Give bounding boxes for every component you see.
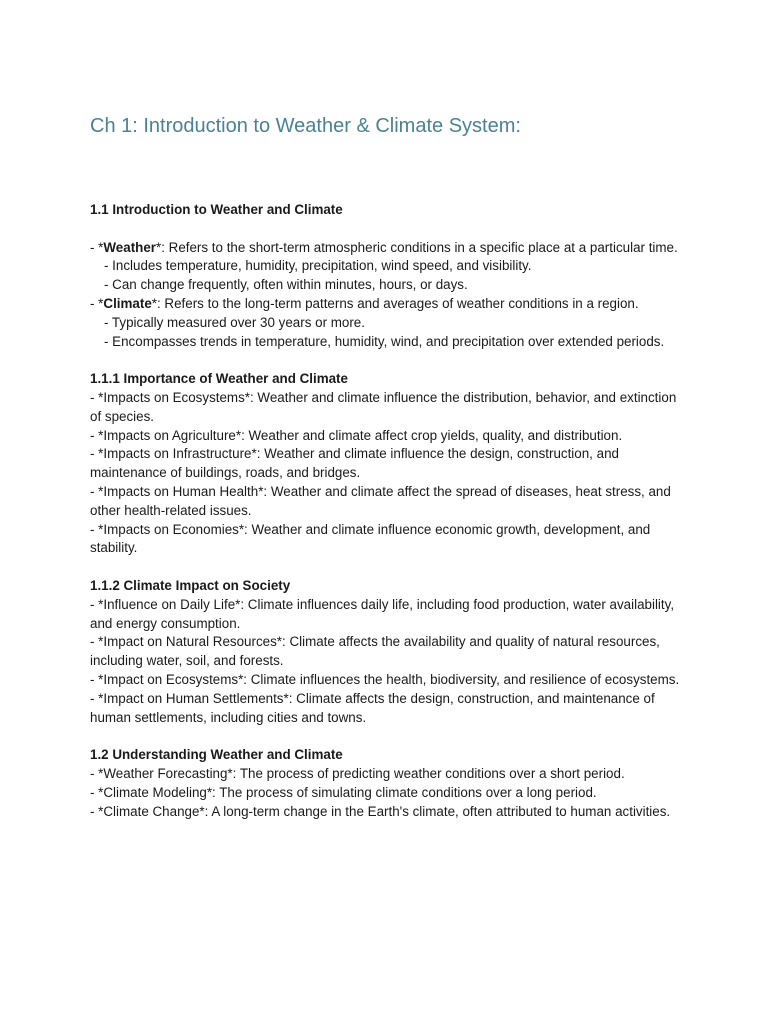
spacer xyxy=(90,727,690,746)
climate-definition-text: *: Refers to the long-term patterns and averages of weather conditions in a region. xyxy=(151,295,639,311)
weather-detail: - Includes temperature, humidity, precipitation, wind speed, and visibility. xyxy=(104,258,532,274)
section-heading-1-2: 1.2 Understanding Weather and Climate xyxy=(90,747,343,763)
document-body xyxy=(90,201,690,821)
climate-detail: - Encompasses trends in temperature, humidity, wind, and precipitation over extended periods. xyxy=(104,333,665,349)
climate-term: Climate xyxy=(103,295,152,311)
list-item: - *Influence on Daily Life*: Climate influences daily life, including food production, water availability, and energy consumption. xyxy=(90,596,675,631)
list-item: - *Weather Forecasting*: The process of predicting weather conditions over a short period. xyxy=(90,765,625,781)
section-heading-1-1: 1.1 Introduction to Weather and Climate xyxy=(90,202,343,217)
weather-term: Weather xyxy=(103,239,156,255)
weather-definition xyxy=(90,239,690,258)
chapter-title: Ch 1: Introduction to Weather & Climate System: xyxy=(90,115,521,137)
list-item: - *Impact on Human Settlements*: Climate affects the design, construction, and maintenance of human settlements, including cities and towns. xyxy=(90,690,655,725)
list-item: - *Impacts on Agriculture*: Weather and climate affect crop yields, quality, and distribution. xyxy=(90,427,623,443)
spacer xyxy=(90,220,690,239)
list-item: - *Climate Change*: A long-term change in the Earth's climate, often attributed to human activities. xyxy=(90,803,671,819)
climate-definition xyxy=(90,295,690,314)
section-heading-1-1-2: 1.1.2 Climate Impact on Society xyxy=(90,577,291,593)
section-heading-1-1-1: 1.1.1 Importance of Weather and Climate xyxy=(90,371,348,387)
list-item: - *Impacts on Infrastructure*: Weather and climate influence the design, construction, and maintenance of buildings, roads, and bridges. xyxy=(90,446,619,481)
climate-detail: - Typically measured over 30 years or more. xyxy=(104,314,365,330)
list-item: - *Impacts on Human Health*: Weather and climate affect the spread of diseases, heat stress, and other health-related issues. xyxy=(90,483,671,518)
spacer xyxy=(90,558,690,577)
weather-prefix: - * xyxy=(90,239,104,255)
list-item: - *Impact on Ecosystems*: Climate influences the health, biodiversity, and resilience of ecosystems. xyxy=(90,671,680,687)
list-item: - *Climate Modeling*: The process of simulating climate conditions over a long period. xyxy=(90,784,597,800)
list-item: - *Impacts on Ecosystems*: Weather and climate influence the distribution, behavior, and extinction of species. xyxy=(90,389,677,424)
list-item: - *Impacts on Economies*: Weather and climate influence economic growth, development, and stability. xyxy=(90,521,651,556)
list-item: - *Impact on Natural Resources*: Climate affects the availability and quality of natural resources, including water, soil, and forests. xyxy=(90,634,660,669)
weather-definition-text: *: Refers to the short-term atmospheric conditions in a specific place at a particular time. xyxy=(156,239,678,255)
weather-detail: - Can change frequently, often within minutes, hours, or days. xyxy=(104,277,468,293)
spacer xyxy=(90,351,690,370)
climate-prefix: - * xyxy=(90,295,104,311)
